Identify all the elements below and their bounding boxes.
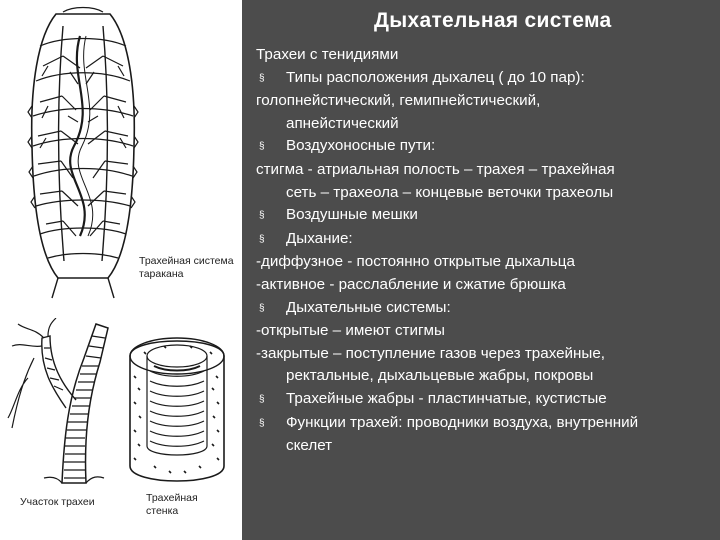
line-text: Типы расположения дыхалец ( до 10 пар):: [286, 68, 585, 86]
text-line: [256, 159, 716, 182]
text-line: [256, 274, 716, 297]
text-line: [256, 182, 716, 205]
line-text: -открытые – имеют стигмы: [256, 322, 445, 340]
line-text: -активное - расслабление и сжатие брюшка: [256, 275, 566, 293]
line-text: сеть – трахеола – концевые веточки трахеолы: [286, 183, 614, 201]
line-text: Дыхательные системы:: [286, 298, 451, 316]
line-text: стигма - атриальная полость – трахея – трахейная: [256, 160, 615, 178]
line-text: Трахейные жабры - пластинчатые, кустистые: [286, 389, 607, 407]
text-line: [256, 435, 716, 458]
bullet-marker: §: [259, 393, 265, 405]
text-line: [256, 365, 716, 388]
bullet-marker: §: [259, 210, 265, 222]
caption-trachea-section: Участок трахеи: [20, 496, 95, 508]
line-text: голопнейстический, гемипнейстический,: [256, 92, 541, 110]
text-line: [256, 90, 716, 113]
line-text: Дыхание:: [286, 229, 353, 247]
bullet-marker: §: [259, 233, 265, 245]
line-text: Воздушные мешки: [286, 206, 418, 224]
cockroach-tracheal-system-figure: [18, 6, 148, 306]
line-text: Функции трахей: проводники воздуха, внутренний: [286, 413, 639, 431]
text-line: [256, 251, 716, 274]
line-text: Трахеи с тенидиями: [256, 46, 399, 63]
line-text: Воздухоносные пути:: [286, 137, 436, 155]
text-line: [256, 113, 716, 136]
slide-body-text: [256, 44, 716, 458]
bullet-marker: §: [259, 72, 265, 84]
text-line: [256, 44, 716, 67]
text-line: [256, 343, 716, 366]
bullet-marker: §: [259, 141, 265, 153]
bullet-item: [256, 135, 716, 159]
line-text: апнейстический: [286, 114, 399, 132]
bullet-item: [256, 228, 716, 252]
caption-tracheal-wall: Трахейная стенка: [146, 492, 198, 517]
slide-title: Дыхательная система: [374, 9, 612, 32]
bullet-item: [256, 297, 716, 321]
tracheal-wall-figure: [124, 326, 232, 491]
text-line: [256, 320, 716, 343]
bullet-marker: §: [259, 302, 265, 314]
trachea-section-figure: [4, 318, 116, 488]
bullet-item: [256, 204, 716, 228]
line-text: ректальные, дыхальцевые жабры, покровы: [286, 367, 594, 385]
line-text: скелет: [286, 437, 333, 455]
bullet-item: [256, 388, 716, 412]
bullet-item: [256, 67, 716, 91]
caption-roach-tracheal-system: Трахейная система таракана: [139, 255, 234, 280]
line-text: -закрытые – поступление газов через трахейные,: [256, 344, 606, 362]
bullet-marker: §: [259, 417, 265, 429]
bullet-item: [256, 412, 716, 436]
line-text: -диффузное - постоянно открытые дыхальца: [256, 253, 575, 271]
